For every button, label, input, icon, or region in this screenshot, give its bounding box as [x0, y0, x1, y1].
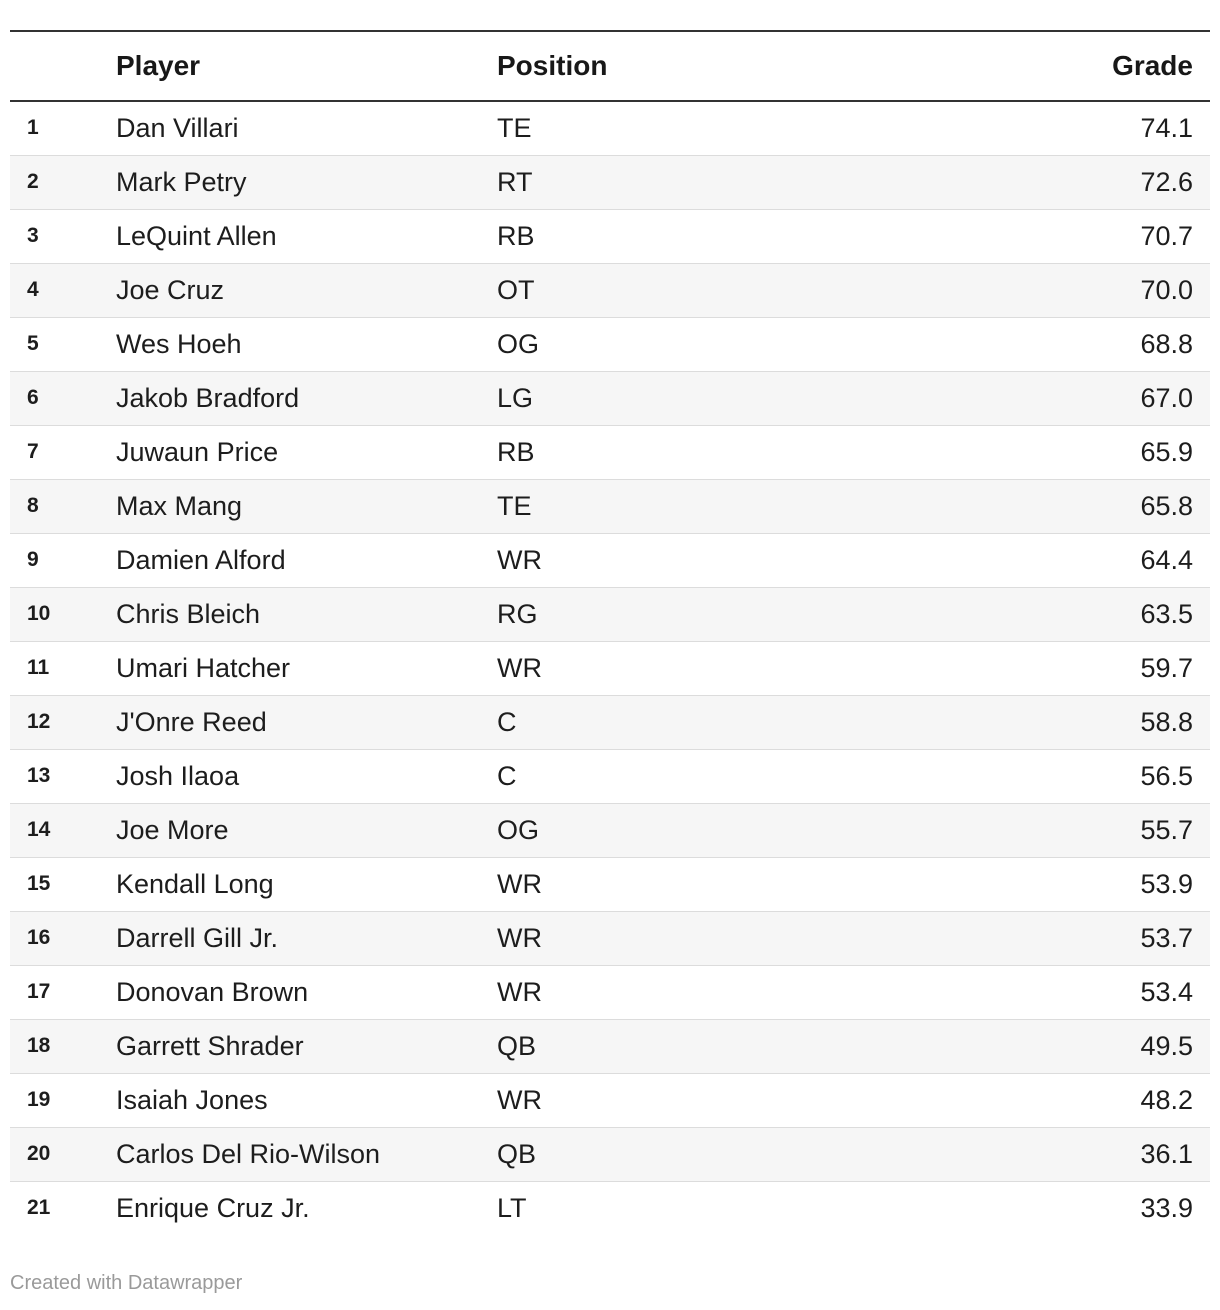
- player-cell: Kendall Long: [116, 857, 497, 911]
- table-row: [10, 911, 1210, 965]
- position-cell: WR: [497, 641, 997, 695]
- rank-cell: 12: [10, 695, 116, 749]
- position-cell: C: [497, 749, 997, 803]
- table-row: [10, 371, 1210, 425]
- position-cell: OG: [497, 803, 997, 857]
- position-cell: C: [497, 695, 997, 749]
- position-cell: RB: [497, 209, 997, 263]
- player-cell: Isaiah Jones: [116, 1073, 497, 1127]
- rank-cell: 13: [10, 749, 116, 803]
- grade-cell: 70.0: [997, 263, 1210, 317]
- table-row: [10, 749, 1210, 803]
- header-grade: Grade: [997, 31, 1210, 101]
- position-cell: RB: [497, 425, 997, 479]
- grade-cell: 59.7: [997, 641, 1210, 695]
- table-row: [10, 1181, 1210, 1235]
- table-row: [10, 587, 1210, 641]
- grade-cell: 63.5: [997, 587, 1210, 641]
- grade-cell: 70.7: [997, 209, 1210, 263]
- header-position: Position: [497, 31, 997, 101]
- grade-cell: 53.4: [997, 965, 1210, 1019]
- player-cell: Joe Cruz: [116, 263, 497, 317]
- rank-cell: 17: [10, 965, 116, 1019]
- table-row: [10, 101, 1210, 155]
- rank-cell: 5: [10, 317, 116, 371]
- grade-cell: 65.8: [997, 479, 1210, 533]
- position-cell: RT: [497, 155, 997, 209]
- position-cell: WR: [497, 533, 997, 587]
- rank-cell: 10: [10, 587, 116, 641]
- position-cell: RG: [497, 587, 997, 641]
- player-cell: LeQuint Allen: [116, 209, 497, 263]
- player-cell: Darrell Gill Jr.: [116, 911, 497, 965]
- header-player: Player: [116, 31, 497, 101]
- rank-cell: 15: [10, 857, 116, 911]
- grade-cell: 33.9: [1140, 1192, 1193, 1223]
- table-row: [10, 317, 1210, 371]
- rank-cell: 9: [10, 533, 116, 587]
- player-cell: Mark Petry: [116, 155, 497, 209]
- player-cell: Enrique Cruz Jr.: [116, 1192, 310, 1223]
- rank-cell: 1: [10, 101, 116, 155]
- player-cell: Jakob Bradford: [116, 371, 497, 425]
- position-cell: WR: [497, 1073, 997, 1127]
- position-cell: QB: [497, 1127, 997, 1181]
- position-cell: TE: [497, 101, 997, 155]
- position-cell: QB: [497, 1019, 997, 1073]
- grade-cell: 65.9: [997, 425, 1210, 479]
- player-cell: Donovan Brown: [116, 965, 497, 1019]
- player-cell: Max Mang: [116, 479, 497, 533]
- rank-cell: 16: [10, 911, 116, 965]
- grades-table-container: [10, 30, 1210, 1235]
- table-row: [10, 1019, 1210, 1073]
- rank-cell: 4: [10, 263, 116, 317]
- rank-cell: 3: [10, 209, 116, 263]
- player-cell: Chris Bleich: [116, 587, 497, 641]
- position-cell: WR: [497, 911, 997, 965]
- grade-cell: 56.5: [997, 749, 1210, 803]
- grade-cell: 49.5: [997, 1019, 1210, 1073]
- position-cell: LT: [497, 1192, 527, 1223]
- datawrapper-credit: Created with Datawrapper: [10, 1272, 243, 1294]
- player-cell: Juwaun Price: [116, 425, 497, 479]
- player-grades-table: [10, 30, 1210, 1235]
- position-cell: OT: [497, 263, 997, 317]
- rank-cell: 18: [10, 1019, 116, 1073]
- grade-cell: 68.8: [997, 317, 1210, 371]
- table-row: [10, 425, 1210, 479]
- rank-cell: 14: [10, 803, 116, 857]
- player-cell: Carlos Del Rio-Wilson: [116, 1127, 497, 1181]
- table-row: [10, 695, 1210, 749]
- table-row: [10, 965, 1210, 1019]
- rank-cell: 11: [10, 641, 116, 695]
- rank-cell: 8: [10, 479, 116, 533]
- rank-cell: 7: [10, 425, 116, 479]
- table-body: [10, 101, 1210, 1235]
- position-cell: OG: [497, 317, 997, 371]
- table-row: [10, 263, 1210, 317]
- table-row: [10, 857, 1210, 911]
- rank-cell: 19: [10, 1073, 116, 1127]
- position-cell: LG: [497, 371, 997, 425]
- position-cell: TE: [497, 479, 997, 533]
- rank-cell: 20: [10, 1127, 116, 1181]
- player-cell: Josh Ilaoa: [116, 749, 497, 803]
- player-cell: Wes Hoeh: [116, 317, 497, 371]
- position-cell: WR: [497, 857, 997, 911]
- table-header: [10, 31, 1210, 101]
- table-row: [10, 641, 1210, 695]
- grade-cell: 36.1: [997, 1127, 1210, 1181]
- table-row: [10, 209, 1210, 263]
- grade-cell: 53.7: [997, 911, 1210, 965]
- grade-cell: 64.4: [997, 533, 1210, 587]
- header-row: [10, 31, 1210, 101]
- header-rank: [10, 31, 116, 101]
- table-row: [10, 533, 1210, 587]
- grade-cell: 48.2: [997, 1073, 1210, 1127]
- player-cell: Damien Alford: [116, 533, 497, 587]
- table-row: [10, 479, 1210, 533]
- grade-cell: 67.0: [997, 371, 1210, 425]
- rank-cell: 2: [10, 155, 116, 209]
- player-cell: Joe More: [116, 803, 497, 857]
- table-row: [10, 1073, 1210, 1127]
- position-cell: WR: [497, 965, 997, 1019]
- rank-cell: 21: [27, 1196, 51, 1220]
- player-cell: J'Onre Reed: [116, 695, 497, 749]
- grade-cell: 55.7: [997, 803, 1210, 857]
- player-cell: Garrett Shrader: [116, 1019, 497, 1073]
- grade-cell: 58.8: [997, 695, 1210, 749]
- player-cell: Dan Villari: [116, 101, 497, 155]
- player-cell: Umari Hatcher: [116, 641, 497, 695]
- rank-cell: 6: [10, 371, 116, 425]
- grade-cell: 72.6: [997, 155, 1210, 209]
- table-row: [10, 1127, 1210, 1181]
- grade-cell: 53.9: [997, 857, 1210, 911]
- table-row: [10, 155, 1210, 209]
- table-row: [10, 803, 1210, 857]
- grade-cell: 74.1: [997, 101, 1210, 155]
